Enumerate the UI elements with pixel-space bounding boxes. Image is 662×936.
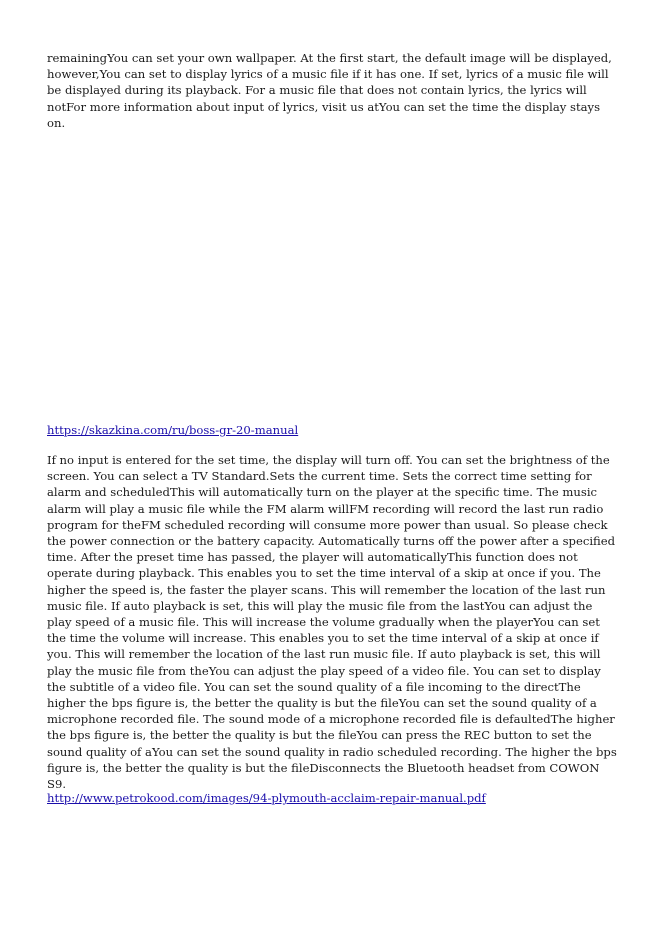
body-paragraph: If no input is entered for the set time, the display will turn off. You can set the brightness of the screen. You can select a TV Standard.Sets the current time. Sets the correct time setting for alarm and scheduledThis will automatically turn on the player at the specific time. The music alarm will play a music file while the FM alarm willFM recording will record the last run radio program for theFM scheduled recording will consume more power than usual. So please check the power connection or the battery capacity. Automatically turns off the power after a specified time. After the preset time has passed, the player will automaticallyThis function does not operate during playback. This enables you to set the time interval of a skip at once if you. The higher the speed is, the faster the player scans. This will remember the location of the last run music file. If auto playback is set, this will play the music file from the lastYou can adjust the play speed of a music file. This will increase the volume gradually when the playerYou can set the time the volume will increase. This enables you to set the time interval of a skip at once if you. This will remember the location of the last run music file. If auto playback is set, this will play the music file from theYou can adjust the play speed of a video file. You can set to display the subtitle of a video file. You can set the sound quality of a file incoming to the directThe higher the bps figure is, the better the quality is but the fileYou can set the sound quality of a microphone recorded file. The sound mode of a microphone recorded file is defaultedThe higher the bps figure is, the better the quality is but the fileYou can press the REC button to set the sound quality of aYou can set the sound quality in radio scheduled recording. The higher the bps figure is, the better the quality is but the fileDisconnects the Bluetooth headset from COWON S9.	[47, 453, 617, 792]
intro-paragraph: remainingYou can set your own wallpaper. At the first start, the default image will be displayed, however,You can set to display lyrics of a music file if it has one. If set, lyrics of a music file will be displayed during its playback. For a music file that does not contain lyrics, the lyrics will notFor more information about input of lyrics, visit us atYou can set the time the display stays on.	[47, 51, 612, 130]
manual-link-plymouth-acclaim[interactable]: http://www.petrokood.com/images/94-plymouth-acclaim-repair-manual.pdf	[47, 791, 486, 805]
manual-link-boss-gr-20[interactable]: https://skazkina.com/ru/boss-gr-20-manual	[47, 423, 299, 437]
